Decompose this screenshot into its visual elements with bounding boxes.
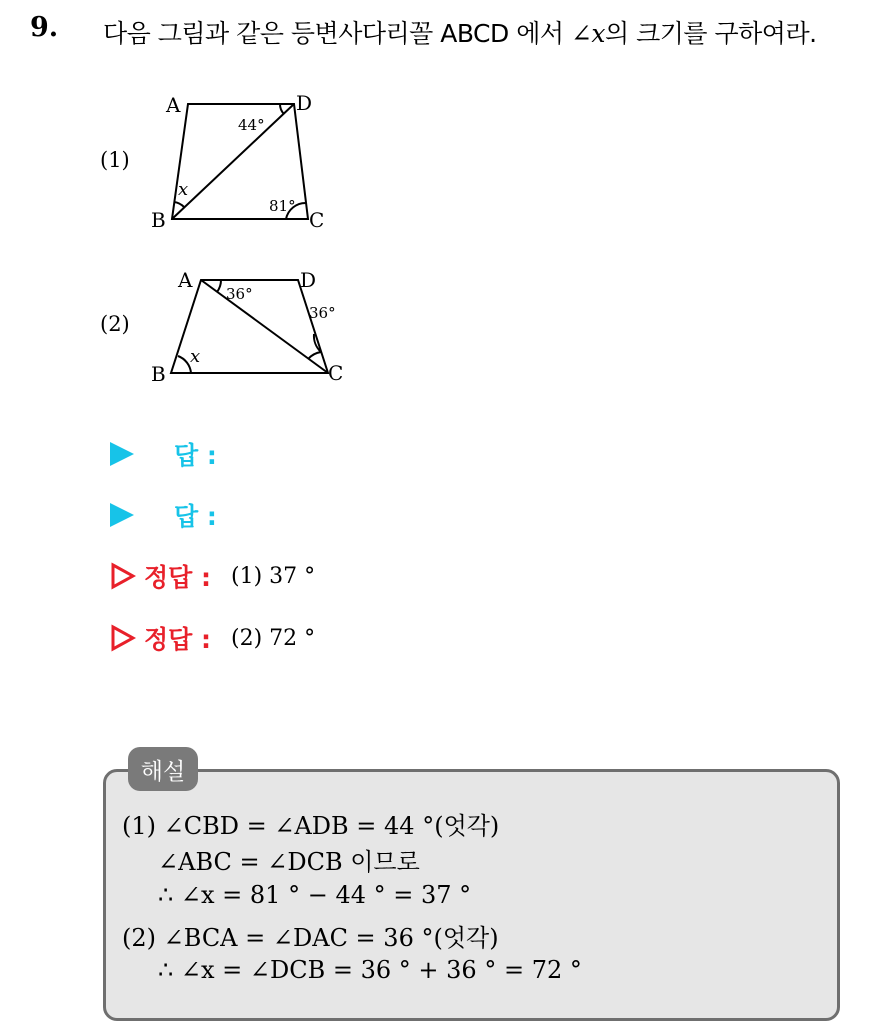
answer-row-1[interactable]	[110, 434, 217, 474]
solution-row-1	[110, 556, 315, 596]
solution-arrow-icon	[110, 624, 136, 652]
vertex-b-2: B	[151, 362, 166, 386]
question-text	[103, 14, 817, 50]
question-text-before: 다음 그림과 같은 등변사다리꼴 ABCD 에서	[103, 19, 571, 48]
question-number: 9.	[30, 12, 59, 43]
vertex-a-1: A	[166, 93, 181, 117]
explanation-line-2: ∠ABC = ∠DCB 이므로	[158, 848, 420, 876]
solution-arrow-icon	[110, 562, 136, 590]
solution-row-2	[110, 618, 315, 658]
vertex-b-1: B	[151, 208, 166, 232]
answer-row-2[interactable]	[110, 495, 217, 535]
answer-arrow-icon	[110, 442, 134, 466]
figure-1-label: (1)	[100, 148, 130, 172]
figure-2-label: (2)	[100, 312, 130, 336]
angle-x-label-1: x	[178, 179, 189, 200]
explanation-line-1: (1) ∠CBD = ∠ADB = 44 °(엇각)	[122, 812, 500, 840]
angle-adb-label-1: 44°	[238, 116, 265, 134]
angle-x-arc-1	[174, 202, 184, 207]
vertex-a-2: A	[178, 268, 193, 292]
angle-c-label-1: 81°	[269, 197, 296, 215]
angle-dca-arc-a	[308, 352, 321, 359]
explanation-tag: 해설	[128, 747, 198, 791]
explanation-line-5: ∴ ∠x = ∠DCB = 36 ° + 36 ° = 72 °	[158, 956, 582, 984]
explanation-line-3: ∴ ∠x = 81 ° − 44 ° = 37 °	[158, 881, 472, 909]
vertex-d-1: D	[296, 91, 313, 115]
trapezoid-figure-2	[140, 260, 360, 390]
angle-x-symbol: ∠x	[570, 19, 605, 48]
answer-arrow-icon	[110, 503, 134, 527]
angle-adb-arc-1	[280, 104, 284, 114]
angle-dca-label-2: 36°	[309, 304, 336, 322]
answer-label: 답 :	[174, 441, 217, 470]
angle-dac-label-2: 36°	[226, 285, 253, 303]
vertex-c-1: C	[309, 208, 325, 232]
solution-label: 정답 :	[144, 625, 212, 654]
answer-label: 답 :	[174, 502, 217, 531]
angle-dac-arc-2	[217, 280, 221, 292]
explanation-line-4: (2) ∠BCA = ∠DAC = 36 °(엇각)	[122, 924, 499, 952]
vertex-d-2: D	[300, 268, 317, 292]
vertex-c-2: C	[328, 361, 344, 385]
solution-value: (2) 72 °	[231, 625, 316, 651]
trapezoid-figure-1	[140, 88, 340, 238]
angle-x-label-2: x	[190, 346, 201, 367]
solution-label: 정답 :	[144, 563, 212, 592]
question-text-after: 의 크기를 구하여라.	[605, 19, 817, 48]
solution-value: (1) 37 °	[231, 563, 316, 589]
